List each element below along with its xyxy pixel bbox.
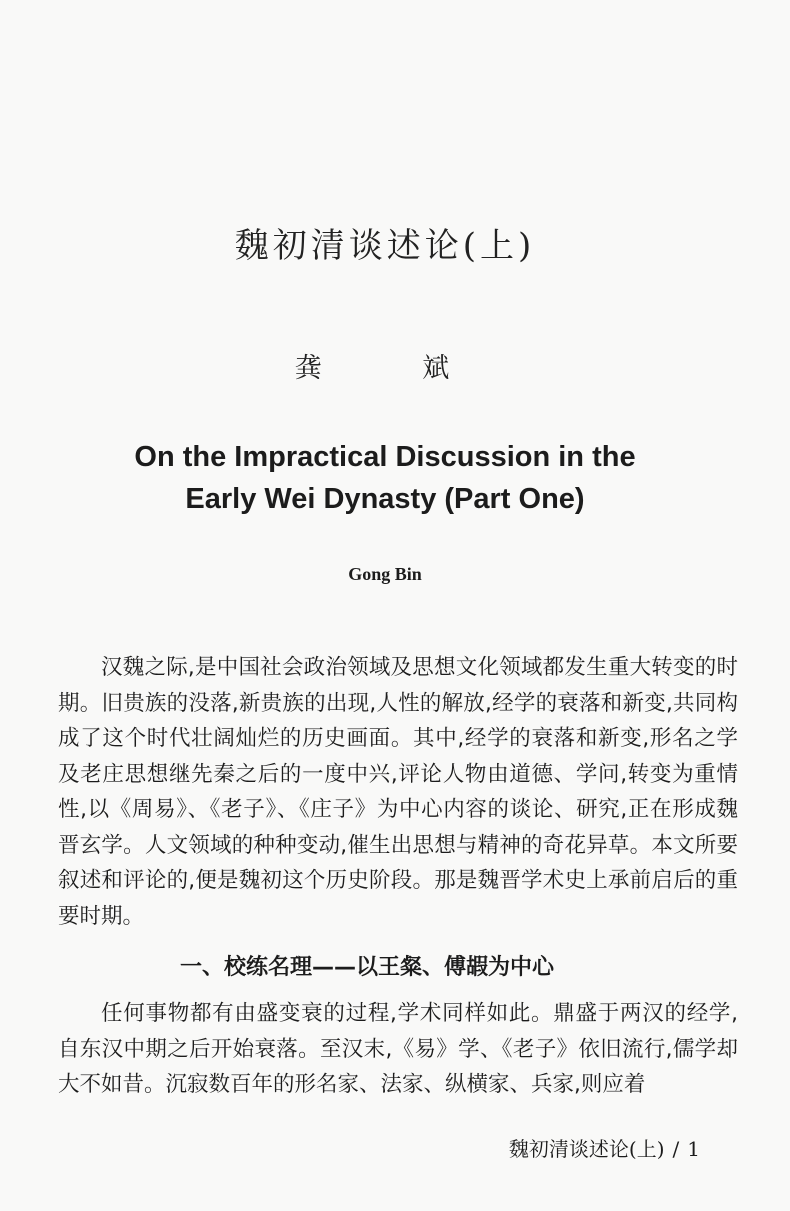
chinese-author: 龚 斌: [294, 353, 476, 384]
english-title-text: On the Impractical Discussion in the Early Wei Dynasty (Part One): [134, 441, 636, 515]
section-heading: 一、校练名理——以王粲、傅嘏为中心: [180, 955, 555, 980]
body-paragraph-2: 任何事物都有由盛变衰的过程,学术同样如此。鼎盛于两汉的经学,自东汉中期之后开始衰落。至汉末,《易》学、《老子》依旧流行,儒学却大不如昔。沉寂数百年的形名家、法家、纵横家、兵家,则应着: [58, 1001, 738, 1097]
page-number: 1: [687, 1137, 700, 1161]
chinese-title: 魏初清谈述论(上): [234, 226, 536, 266]
running-title: 魏初清谈述论(上): [508, 1137, 665, 1161]
english-author: Gong Bin: [348, 564, 422, 584]
page-footer: [509, 1133, 700, 1162]
footer-separator: /: [672, 1137, 680, 1161]
english-title: [0, 436, 770, 520]
body-paragraph-1: 汉魏之际,是中国社会政治领域及思想文化领域都发生重大转变的时期。旧贵族的没落,新贵族的出现,人性的解放,经学的衰落和新变,共同构成了这个时代壮阔灿烂的历史画面。其中,经学的衰落和新变,形名之学及老庄思想继先秦之后的一度中兴,评论人物由道德、学问,转变为重情性,以《周易》、《老子》、《庄子》为中心内容的谈论、研究,正在形成魏晋玄学。人文领域的种种变动,催生出思想与精神的奇花异草。本文所要叙述和评论的,便是魏初这个历史阶段。那是魏晋学术史上承前启后的重要时期。: [58, 655, 738, 929]
